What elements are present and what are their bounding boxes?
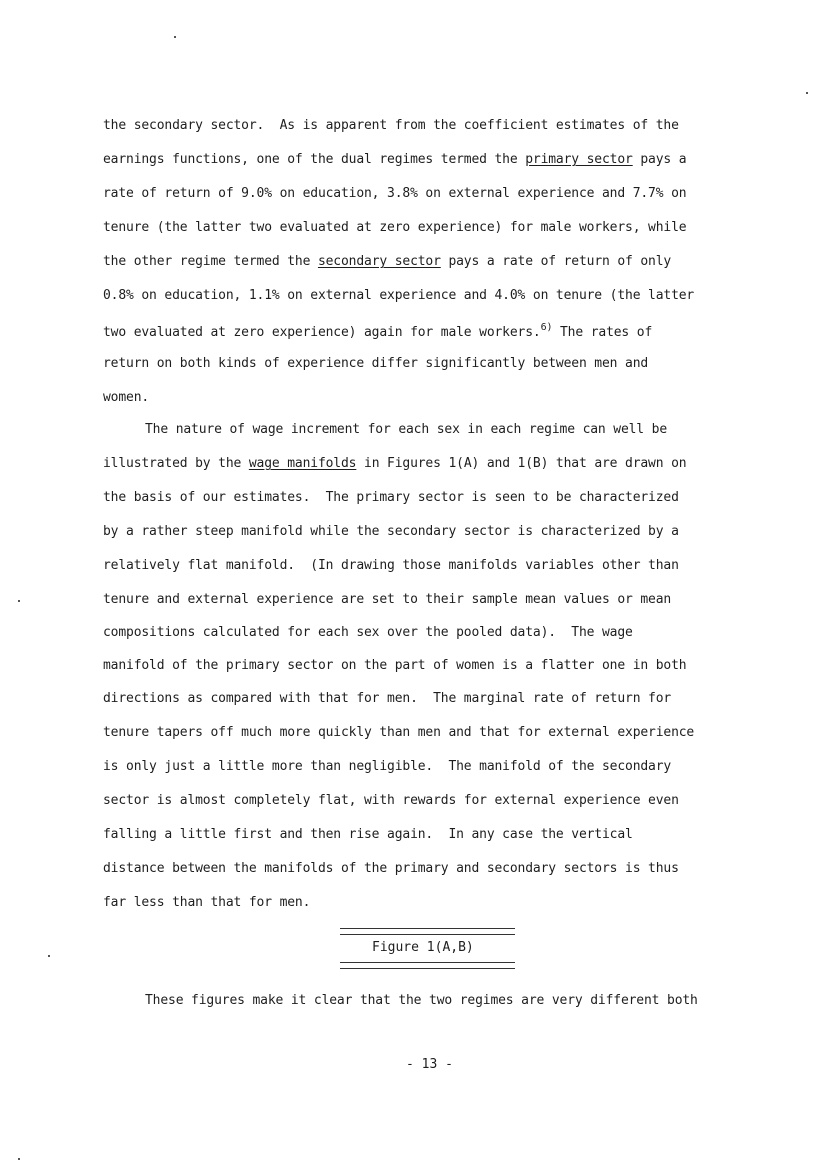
scan-speck bbox=[806, 92, 808, 94]
paragraph-2-line-11: is only just a little more than negligible. The manifold of the secondary bbox=[103, 759, 672, 774]
paragraph-1-line-6: 0.8% on education, 1.1% on external experience and 4.0% on tenure (the latter bbox=[103, 288, 695, 303]
secondary-sector-term: secondary sector bbox=[317, 254, 441, 269]
paragraph-2-line-5: relatively flat manifold. (In drawing those manifolds variables other than bbox=[103, 558, 679, 573]
paragraph-1-line-5: the other regime termed the secondary sector pays a rate of return of only bbox=[103, 254, 672, 269]
wage-manifolds-term: wage manifolds bbox=[248, 456, 357, 471]
paragraph-2-line-8: manifold of the primary sector on the part of women is a flatter one in both bbox=[103, 658, 687, 673]
scan-speck bbox=[174, 36, 176, 38]
paragraph-3-line-1: These figures make it clear that the two regimes are very different both bbox=[145, 993, 698, 1008]
paragraph-2-line-3: the basis of our estimates. The primary sector is seen to be characterized bbox=[103, 490, 679, 505]
figure-placeholder: Figure 1(A,B) bbox=[372, 940, 474, 955]
paragraph-2-line-13: falling a little first and then rise again. In any case the vertical bbox=[103, 827, 633, 842]
primary-sector-term: primary sector bbox=[525, 152, 633, 167]
paragraph-2-line-7: compositions calculated for each sex over the pooled data). The wage bbox=[103, 625, 633, 640]
paragraph-2-line-14: distance between the manifolds of the primary and secondary sectors is thus bbox=[103, 861, 679, 876]
figure-rule-top bbox=[340, 928, 515, 935]
paragraph-1-line-1: the secondary sector. As is apparent from the coefficient estimates of the bbox=[103, 118, 679, 133]
paragraph-2-line-4: by a rather steep manifold while the secondary sector is characterized by a bbox=[103, 524, 679, 539]
scan-speck bbox=[18, 600, 20, 602]
paragraph-1-line-3: rate of return of 9.0% on education, 3.8% on external experience and 7.7% on bbox=[103, 186, 687, 201]
paragraph-1-line-4: tenure (the latter two evaluated at zero experience) for male workers, while bbox=[103, 220, 687, 235]
paragraph-2-line-9: directions as compared with that for men. The marginal rate of return for bbox=[103, 691, 672, 706]
page-number: - 13 - bbox=[406, 1057, 453, 1072]
paragraph-1-line-9: women. bbox=[103, 390, 150, 405]
paragraph-1-line-7: two evaluated at zero experience) again for male workers.$^{6)}$ The rates of bbox=[103, 322, 653, 340]
paragraph-1-line-2: earnings functions, one of the dual regimes termed the primary sector pays a bbox=[103, 152, 687, 167]
paragraph-2-line-12: sector is almost completely flat, with rewards for external experience even bbox=[103, 793, 679, 808]
figure-rule-bottom bbox=[340, 962, 515, 969]
paragraph-2-line-10: tenure tapers off much more quickly than men and that for external experience bbox=[103, 725, 695, 740]
paragraph-2-line-1: The nature of wage increment for each sex in each regime can well be bbox=[145, 422, 668, 437]
paragraph-2-line-15: far less than that for men. bbox=[103, 895, 311, 910]
scan-speck bbox=[48, 955, 50, 957]
paragraph-1-line-8: return on both kinds of experience differ significantly between men and bbox=[103, 356, 649, 371]
paragraph-2-line-6: tenure and external experience are set to their sample mean values or mean bbox=[103, 592, 672, 607]
footnote-marker: 6) bbox=[540, 322, 553, 333]
paragraph-2-line-2: illustrated by the wage manifolds in Figures 1(A) and 1(B) that are drawn on bbox=[103, 456, 687, 471]
scan-speck bbox=[18, 1158, 20, 1160]
